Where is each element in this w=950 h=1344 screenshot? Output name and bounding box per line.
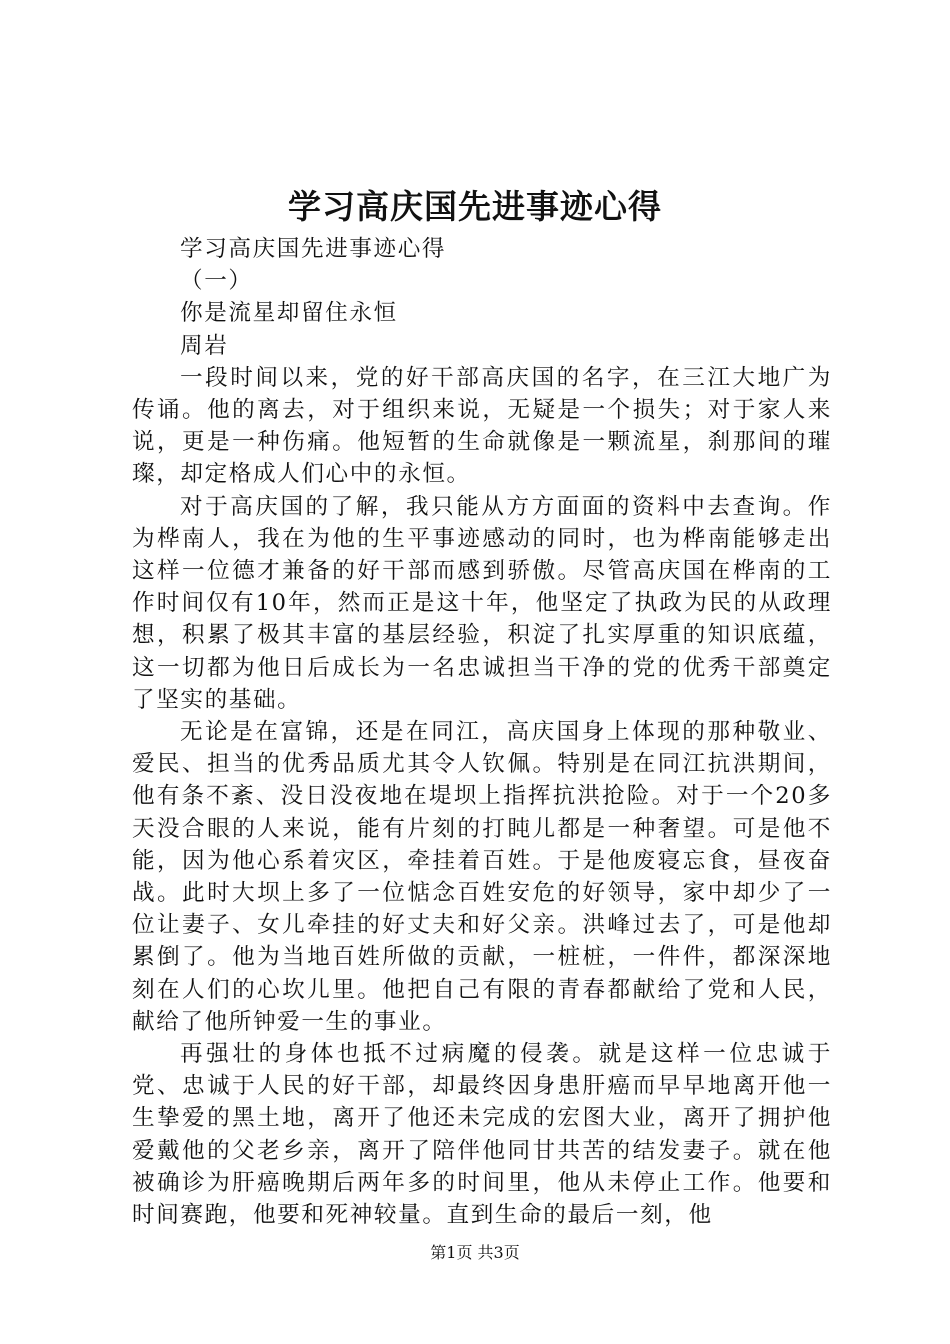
paragraph: 再强壮的身体也抵不过病魔的侵袭。就是这样一位忠诚于党、忠诚于人民的好干部，却最终因身患肝癌而早早地离开他一生挚爱的黑土地，离开了他还未完成的宏图大业，离开了拥护他爱戴他的父老乡亲，离开了陪伴他同甘共苦的结发妻子。就在他被确诊为肝癌晚期后两年多的时间里，他从未停止工作。他要和时间赛跑，他要和死神较量。直到生命的最后一刻，他: [132, 1041, 832, 1229]
page-footer: 第1页 共3页: [430, 1243, 520, 1262]
body-line: （一）: [180, 268, 253, 295]
document-body: [132, 233, 832, 1231]
document-title: 学习高庆国先进事迹心得: [288, 187, 662, 226]
body-line: 学习高庆国先进事迹心得: [180, 236, 447, 262]
paragraph: 对于高庆国的了解，我只能从方方面面的资料中去查询。作为桦南人，我在为他的生平事迹感动的同时，也为桦南能够走出这样一位德才兼备的好干部而感到骄傲。尽管高庆国在桦南的工作时间仅有10年，然而正是这十年，他坚定了执政为民的从政理想，积累了极其丰富的基层经验，积淀了扎实厚重的知识底蕴，这一切都为他日后成长为一名忠诚担当干净的党的优秀干部奠定了坚实的基础。: [132, 493, 832, 713]
paragraph: 一段时间以来，党的好干部高庆国的名字，在三江大地广为传诵。他的离去，对于组织来说，无疑是一个损失；对于家人来说，更是一种伤痛。他短暂的生命就像是一颗流星，刹那间的璀璨，却定格成人们心中的永恒。: [132, 364, 832, 488]
author-line: 周岩: [180, 332, 229, 359]
paragraph: 无论是在富锦，还是在同江，高庆国身上体现的那种敬业、爱民、担当的优秀品质尤其令人钦佩。特别是在同江抗洪期间，他有条不紊、没日没夜地在堤坝上指挥抗洪抢险。对于一个20多天没合眼的人来说，能有片刻的打盹儿都是一种奢望。可是他不能，因为他心系着灾区，牵挂着百姓。于是他废寝忘食，昼夜奋战。此时大坝上多了一位惦念百姓安危的好领导，家中却少了一位让妻子、女儿牵挂的好丈夫和好父亲。洪峰过去了，可是他却累倒了。他为当地百姓所做的贡献，一桩桩，一件件，都深深地刻在人们的心坎儿里。他把自己有限的青春都献给了党和人民，献给了他所钟爱一生的事业。: [132, 719, 832, 1035]
body-line: 你是流星却留住永恒: [180, 300, 398, 327]
